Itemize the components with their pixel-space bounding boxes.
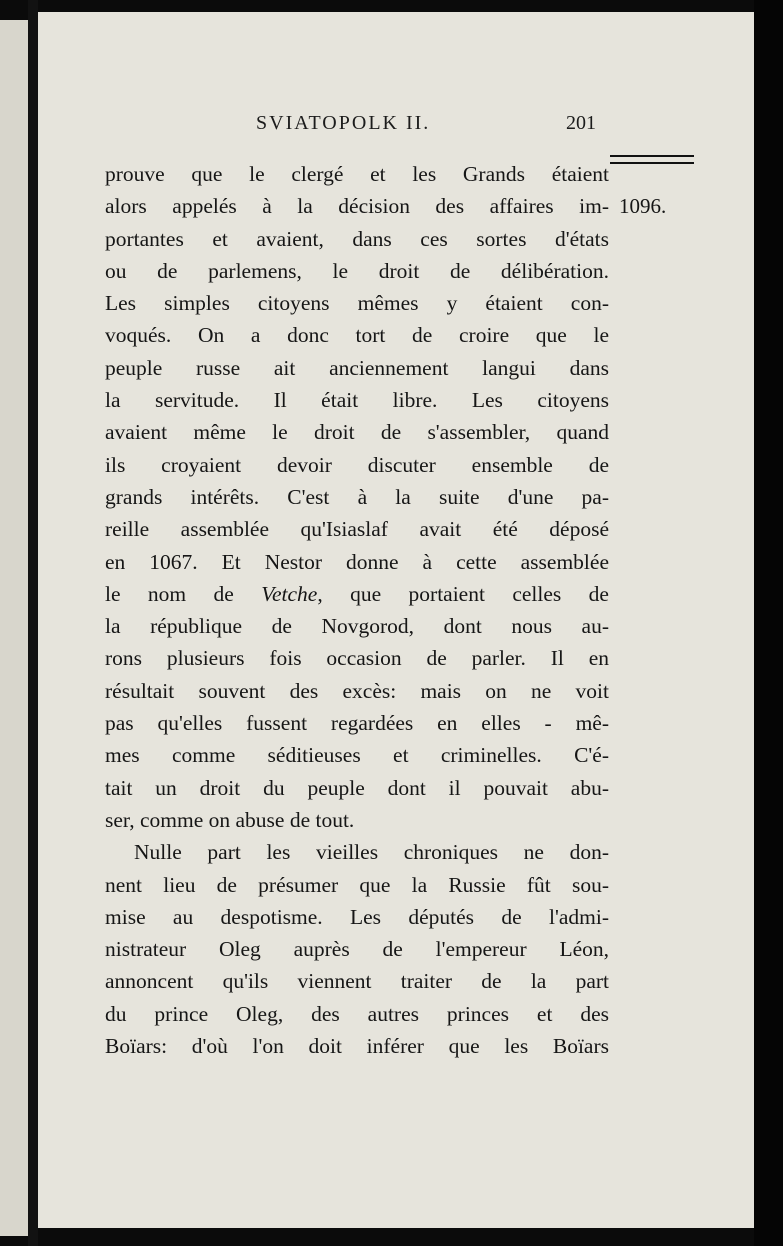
text-line: Les simples citoyens mêmes y étaient con- — [105, 291, 609, 316]
text-line: ser, comme on abuse de tout. — [105, 807, 355, 832]
page-header — [38, 112, 754, 142]
text-line: rons plusieurs fois occasion de parler. Il en — [105, 646, 609, 671]
margin-rule — [610, 155, 694, 164]
text-line: Boïars: d'où l'on doit inférer que les Boïars — [105, 1034, 609, 1059]
text-line: nistrateur Oleg auprès de l'empereur Léon, — [105, 937, 609, 962]
page-number: 201 — [566, 112, 596, 134]
text-line: prouve que le clergé et les Grands étaient — [105, 162, 609, 186]
text-line: la république de Novgorod, dont nous au- — [105, 614, 609, 639]
text-line: Nulle part les vieilles chroniques ne don- — [134, 840, 609, 865]
italic-term: Vetche — [261, 581, 318, 606]
text-line: la servitude. Il était libre. Les citoyens — [105, 388, 609, 413]
text-line: annoncent qu'ils viennent traiter de la part — [105, 969, 609, 994]
text-line: tait un droit du peuple dont il pouvait abu- — [105, 775, 609, 800]
text-line: mise au despotisme. Les députés de l'admi- — [105, 904, 609, 929]
facing-page-edge — [0, 20, 28, 1236]
text-line: résultait souvent des excès: mais on ne voit — [105, 678, 609, 703]
text-line: alors appelés à la décision des affaires im- — [105, 194, 609, 219]
text-line: portantes et avaient, dans ces sortes d'états — [105, 226, 609, 251]
text-line: en 1067. Et Nestor donne à cette assemblée — [105, 549, 609, 574]
margin-year: 1096. — [619, 194, 667, 218]
paragraph-2 — [105, 836, 609, 1062]
text-line: avaient même le droit de s'assembler, quand — [105, 420, 609, 445]
paragraph-1 — [105, 158, 609, 836]
running-title: SVIATOPOLK II. — [256, 112, 431, 134]
text-line: reille assemblée qu'Isiaslaf avait été déposé — [105, 517, 609, 542]
text-line: ou de parlemens, le droit de délibération. — [105, 258, 609, 283]
text-line: grands intérêts. C'est à la suite d'une pa- — [105, 484, 609, 509]
text-line: peuple russe ait anciennement langui dans — [105, 355, 609, 380]
text-line: mes comme séditieuses et criminelles. C'é- — [105, 743, 609, 768]
text-line: pas qu'elles fussent regardées en elles - mê- — [105, 711, 609, 736]
text-line: nent lieu de présumer que la Russie fût sou- — [105, 872, 609, 897]
text-line: du prince Oleg, des autres princes et des — [105, 1001, 609, 1026]
text-line: le nom de Vetche, que portaient celles de — [105, 581, 609, 606]
text-line: voqués. On a donc tort de croire que le — [105, 323, 609, 348]
text-line: ils croyaient devoir discuter ensemble de — [105, 452, 609, 477]
book-gutter — [28, 0, 38, 1246]
scan-border — [754, 0, 783, 1246]
body-text — [105, 158, 609, 1062]
book-page — [38, 12, 754, 1228]
